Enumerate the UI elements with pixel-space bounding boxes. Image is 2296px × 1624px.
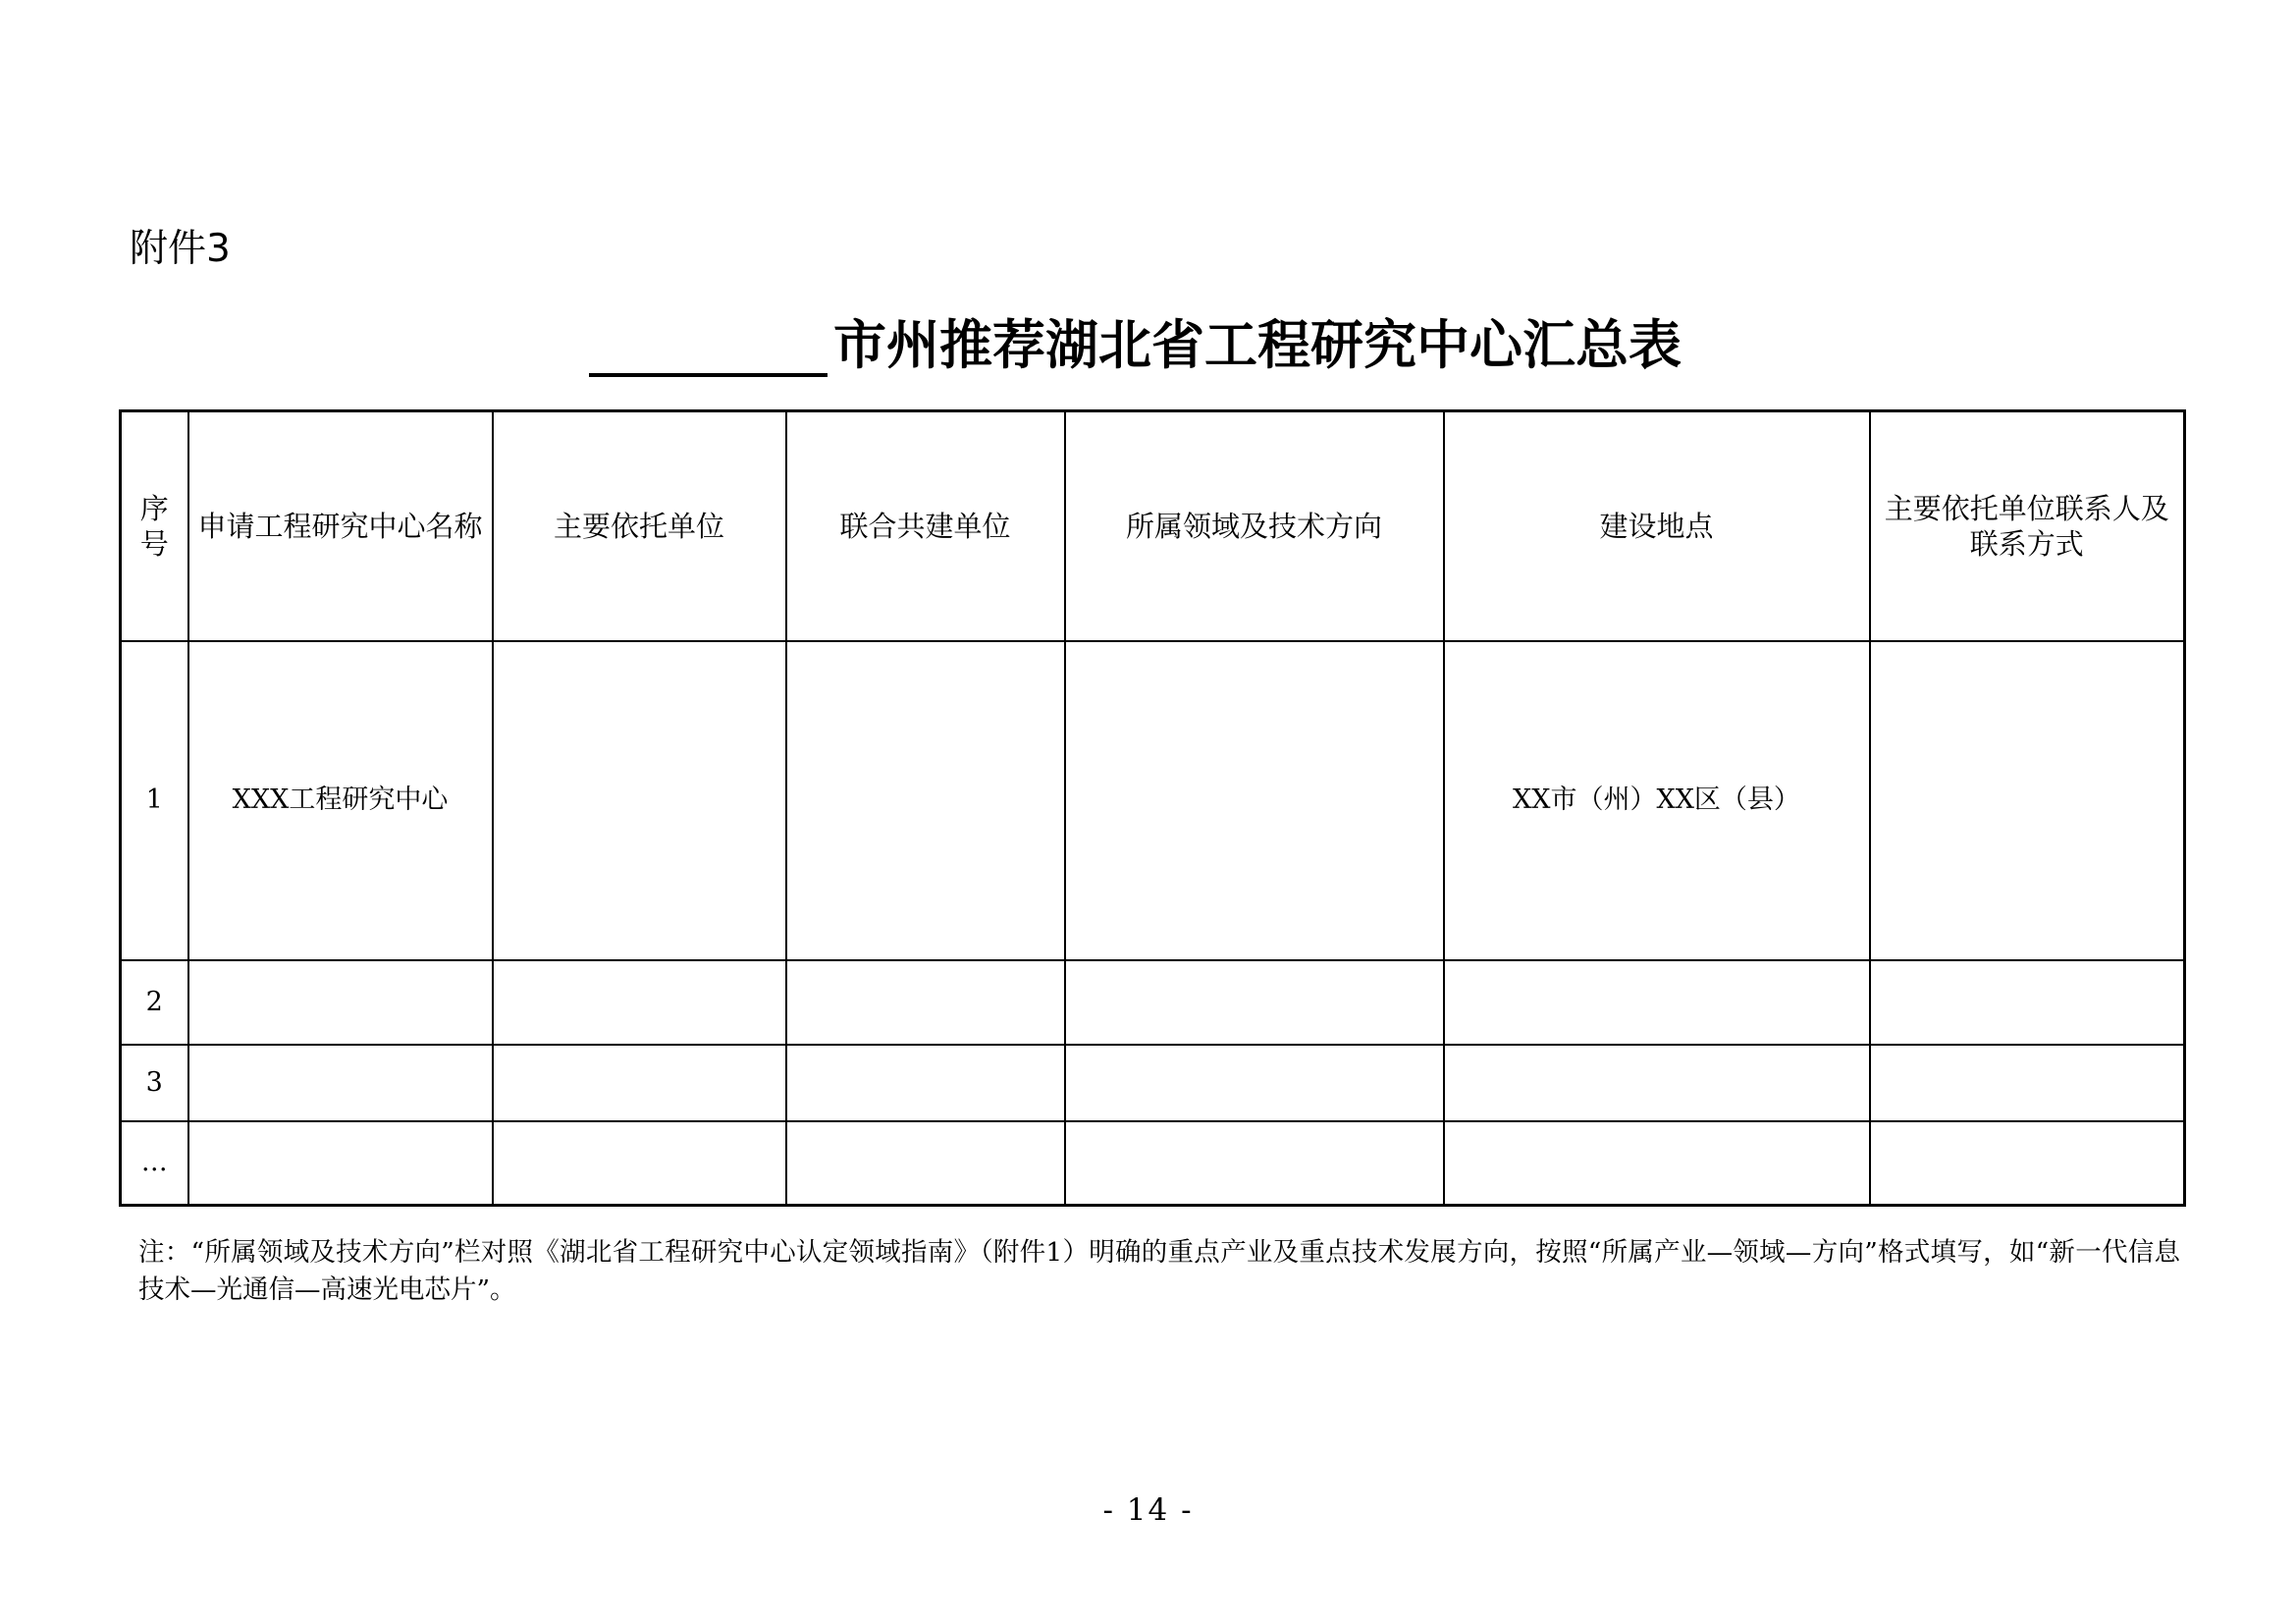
cell-joint-unit (786, 1121, 1065, 1206)
cell-location: XX市（州）XX区（县） (1444, 641, 1870, 960)
page-title (589, 306, 1682, 377)
table-row (121, 1045, 2185, 1121)
cell-contact (1870, 1045, 2185, 1121)
cell-field (1065, 641, 1444, 960)
cell-location (1444, 960, 1870, 1045)
summary-table (119, 409, 2186, 1207)
cell-contact (1870, 960, 2185, 1045)
cell-main-unit (493, 960, 786, 1045)
table-header-row (121, 411, 2185, 641)
cell-index: 2 (121, 960, 188, 1045)
table-row (121, 1121, 2185, 1206)
cell-center-name (188, 1121, 493, 1206)
footnote: 注：“所属领域及技术方向”栏对照《湖北省工程研究中心认定领域指南》（附件1）明确的重点产业及重点技术发展方向，按照“所属产业—领域—方向”格式填写，如“新一代信息技术—光通信—高速光电芯片”。 (138, 1237, 2180, 1305)
cell-index: … (121, 1121, 188, 1206)
cell-main-unit (493, 1045, 786, 1121)
city-blank-line (589, 318, 828, 377)
cell-center-name (188, 1045, 493, 1121)
table-row (121, 641, 2185, 960)
cell-index: 3 (121, 1045, 188, 1121)
cell-main-unit (493, 1121, 786, 1206)
cell-joint-unit (786, 1045, 1065, 1121)
attachment-label: 附件3 (130, 227, 231, 271)
title-text: 市州推荐湖北省工程研究中心汇总表 (833, 313, 1682, 376)
cell-location (1444, 1045, 1870, 1121)
table-row (121, 960, 2185, 1045)
cell-center-name: XXX工程研究中心 (188, 641, 493, 960)
page-number: - 14 - (1102, 1492, 1194, 1528)
header-location: 建设地点 (1444, 411, 1870, 641)
cell-field (1065, 1121, 1444, 1206)
cell-joint-unit (786, 960, 1065, 1045)
cell-joint-unit (786, 641, 1065, 960)
cell-location (1444, 1121, 1870, 1206)
cell-main-unit (493, 641, 786, 960)
header-main-unit: 主要依托单位 (493, 411, 786, 641)
cell-center-name (188, 960, 493, 1045)
header-index: 序号 (121, 411, 188, 641)
cell-index: 1 (121, 641, 188, 960)
cell-contact (1870, 641, 2185, 960)
header-joint-unit: 联合共建单位 (786, 411, 1065, 641)
cell-field (1065, 1045, 1444, 1121)
cell-contact (1870, 1121, 2185, 1206)
header-contact: 主要依托单位联系人及联系方式 (1870, 411, 2185, 641)
header-field: 所属领域及技术方向 (1065, 411, 1444, 641)
header-center-name: 申请工程研究中心名称 (188, 411, 493, 641)
cell-field (1065, 960, 1444, 1045)
